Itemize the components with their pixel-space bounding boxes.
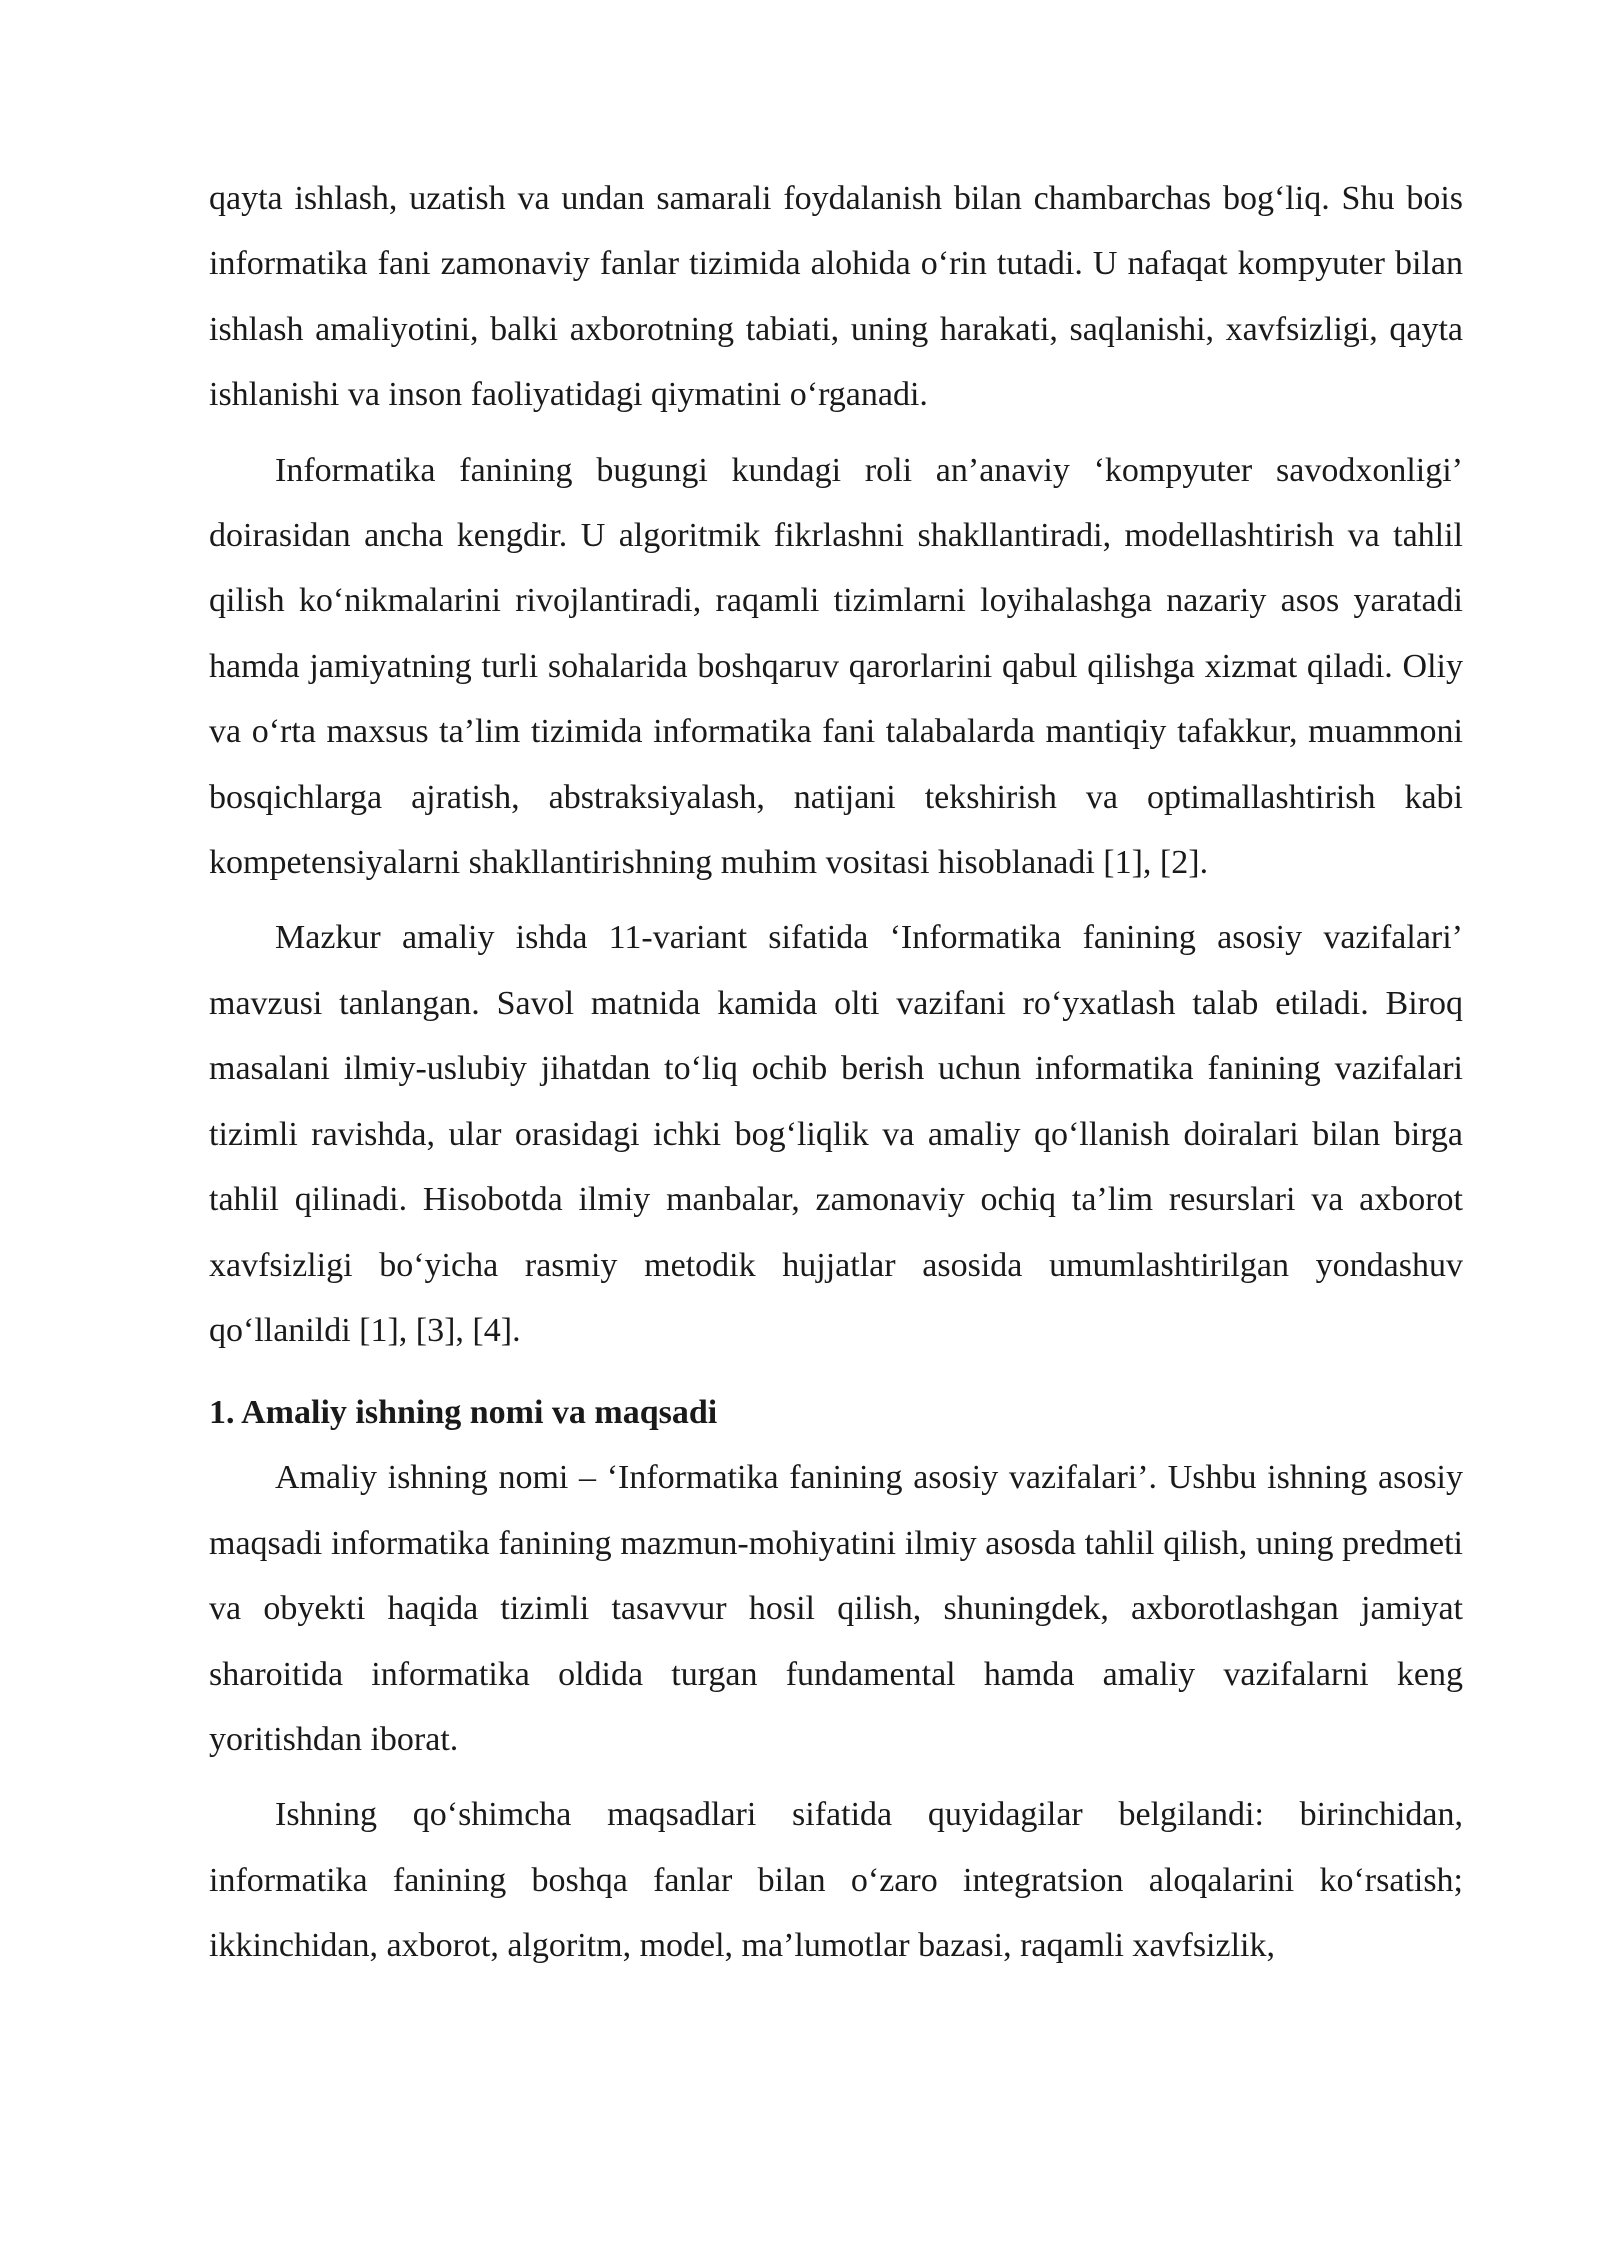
paragraph-work-name-and-goal: Amaliy ishning nomi – ‘Informatika fanining asosiy vazifalari’. Ushbu ishning asosiy maqsadi informatika fanining mazmun-mohiyatini ilmiy asosda tahlil qilish, uning predmeti va obyekti haqida tizimli tasavvur hosil qilish, shuningdek, axborotlashgan jamiyat sharoitida informatika oldida turgan fundamental hamda amaliy vazifalarni keng yoritishdan iborat. — [209, 1459, 1463, 1758]
section-heading: 1. Amaliy ishning nomi va maqsadi — [209, 1394, 718, 1432]
paragraph-additional-goals: Ishning qo‘shimcha maqsadlari sifatida quyidagilar belgilandi: birinchidan, informatika fanining boshqa fanlar bilan o‘zaro integratsion aloqalarini ko‘rsatish; ikkinchidan, axborot, algoritm, model, ma’lumotlar bazasi, raqamli xavfsizlik, — [209, 1796, 1463, 1965]
paragraph-intro-continuation: qayta ishlash, uzatish va undan samarali foydalanish bilan chambarchas bog‘liq. Shu bois informatika fani zamonaviy fanlar tizimida alohida o‘rin tutadi. U nafaqat kompyuter bilan ishlash amaliyotini, balki axborotning tabiati, uning harakati, saqlanishi, xavfsizligi, qayta ishlanishi va inson faoliyatidagi qiymatini o‘rganadi. — [209, 180, 1463, 414]
paragraph-variant-topic: Mazkur amaliy ishda 11-variant sifatida ‘Informatika fanining asosiy vazifalari’ mavzusi tanlangan. Savol matnida kamida olti vazifani ro‘yxatlash talab etiladi. Biroq masalani ilmiy-uslubiy jihatdan to‘liq ochib berish uchun informatika fanining vazifalari tizimli ravishda, ular orasidagi ichki bog‘liqlik va amaliy qo‘llanish doiralari bilan birga tahlil qilinadi. Hisobotda ilmiy manbalar, zamonaviy ochiq ta’lim resurslari va axborot xavfsizligi bo‘yicha rasmiy metodik hujjatlar asosida umumlashtirilgan yondashuv qo‘llanildi [1], [3], [4]. — [209, 919, 1463, 1349]
paragraph-role-of-informatics: Informatika fanining bugungi kundagi roli an’anaviy ‘kompyuter savodxonligi’ doirasidan ancha kengdir. U algoritmik fikrlashni shakllantiradi, modellashtirish va tahlil qilish ko‘nikmalarini rivojlantiradi, raqamli tizimlarni loyihalashga nazariy asos yaratadi hamda jamiyatning turli sohalarida boshqaruv qarorlarini qabul qilishga xizmat qiladi. Oliy va o‘rta maxsus ta’lim tizimida informatika fani talabalarda mantiqiy tafakkur, muammoni bosqichlarga ajratish, abstraksiyalash, natijani tekshirish va optimallashtirish kabi kompetensiyalarni shakllantirishning muhim vositasi hisoblanadi [1], [2]. — [209, 451, 1463, 882]
document-page — [209, 166, 1463, 1979]
